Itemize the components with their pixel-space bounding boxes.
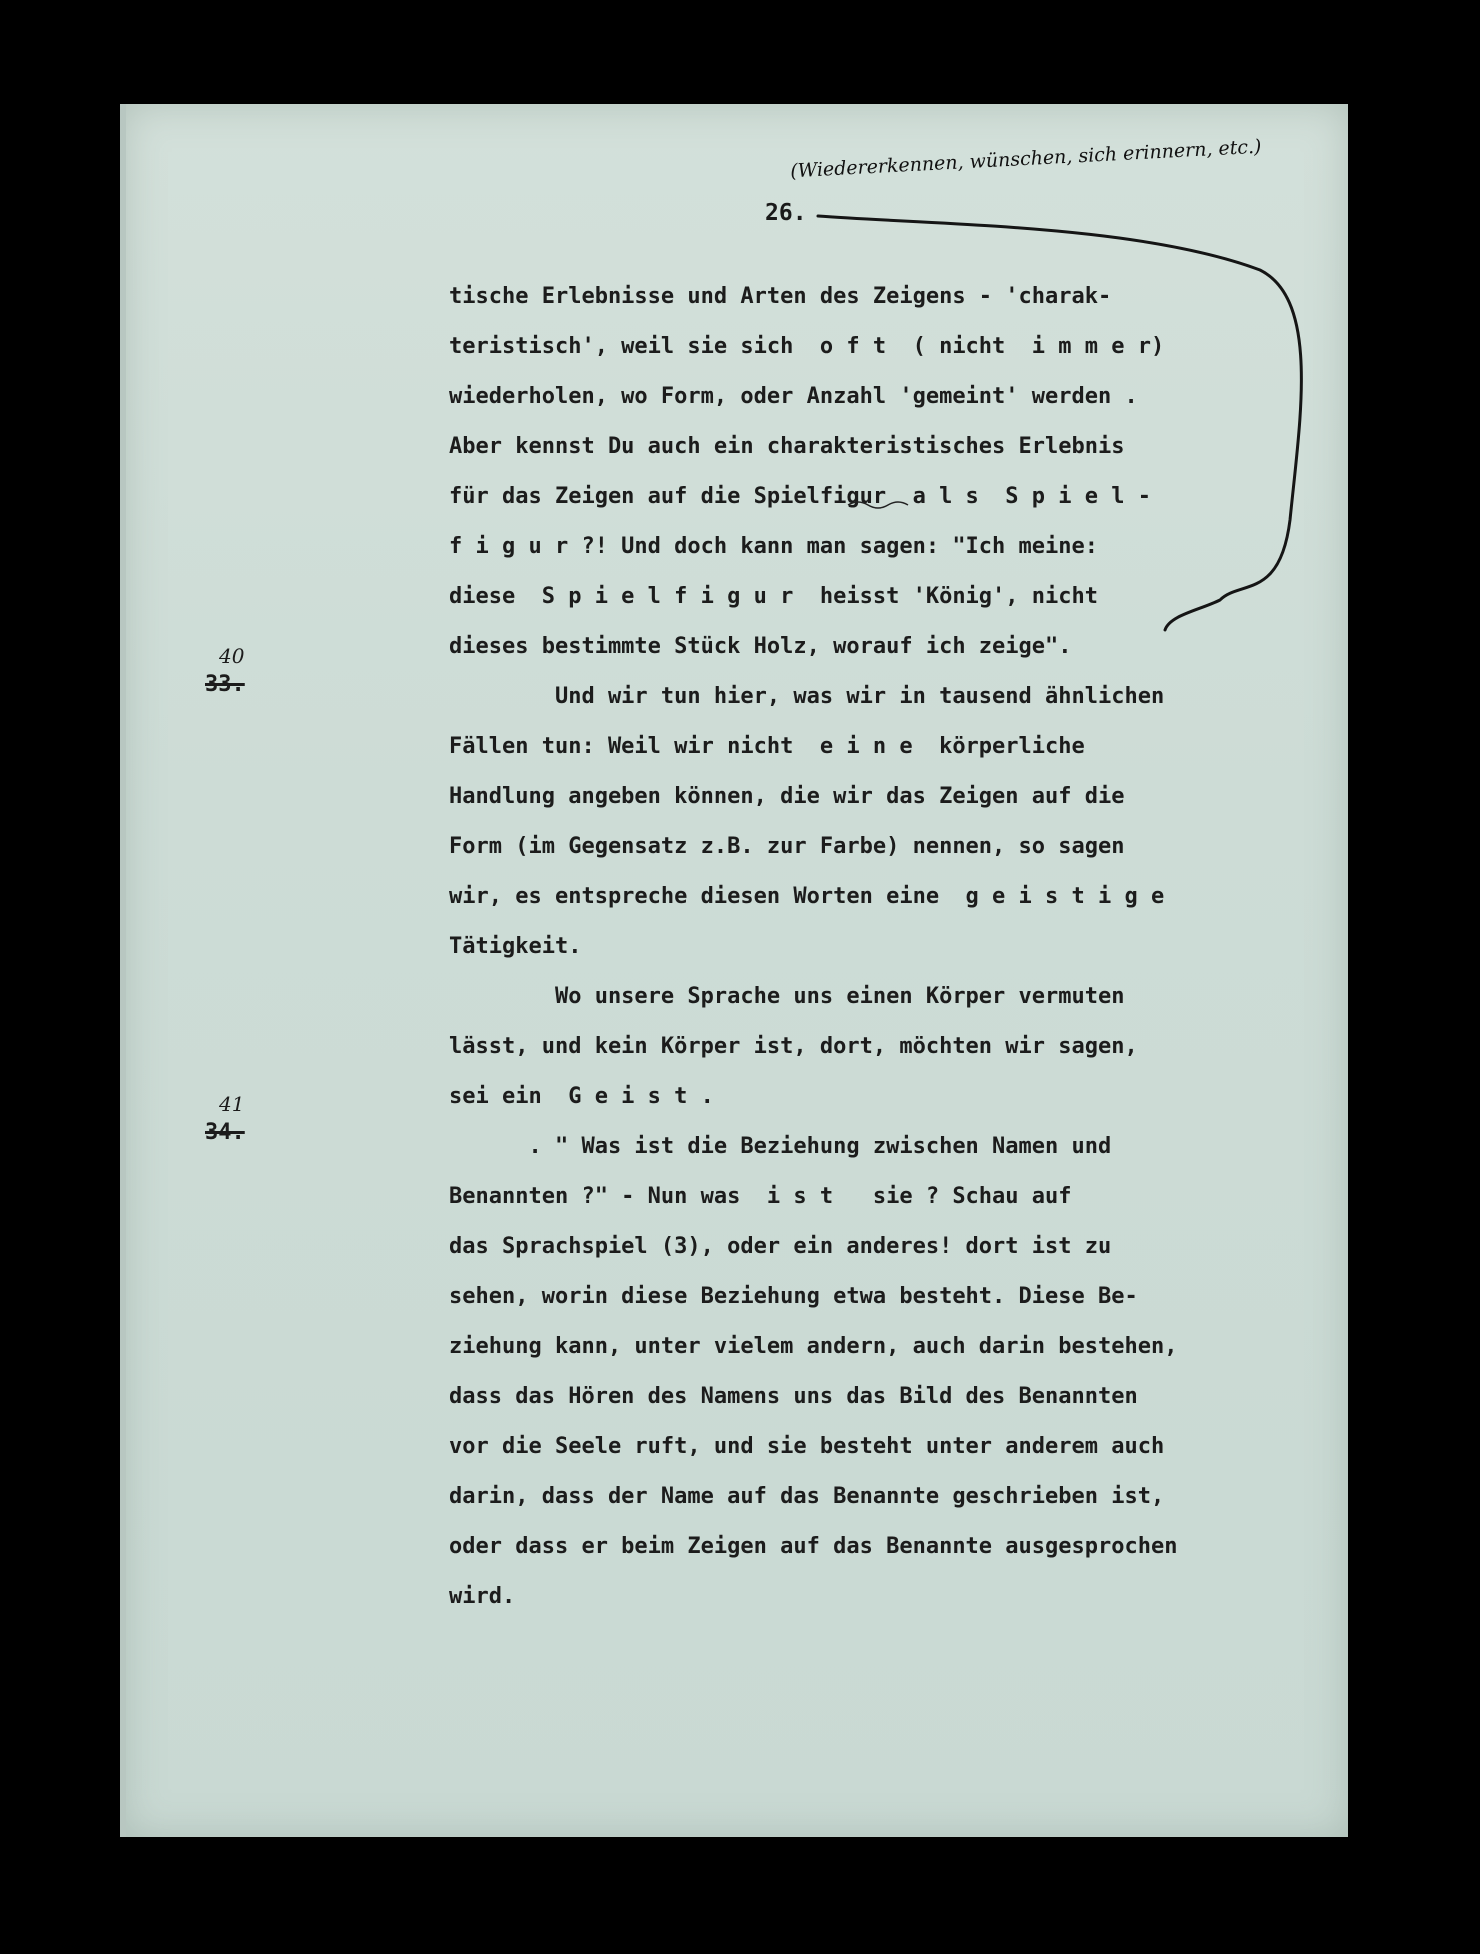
text-line: vor die Seele ruft, und sie besteht unter anderem auch: [449, 1434, 1165, 1459]
text-line: f i g u r ?! Und doch kann man sagen: "Ich meine:: [449, 534, 1099, 559]
text-line: sei ein G e i s t .: [449, 1084, 714, 1109]
text-line: teristisch', weil sie sich o f t ( nicht i m m e r): [449, 334, 1165, 359]
text-line: lässt, und kein Körper ist, dort, möchten wir sagen,: [449, 1034, 1138, 1059]
handwritten-paragraph-number: 40: [219, 644, 245, 668]
text-line: ziehung kann, unter vielem andern, auch darin bestehen,: [449, 1334, 1178, 1359]
text-line: das Sprachspiel (3), oder ein anderes! dort ist zu: [449, 1234, 1112, 1259]
paragraph-number-41: [205, 1092, 245, 1145]
text-line: Handlung angeben können, die wir das Zeigen auf die: [449, 784, 1125, 809]
text-line: dieses bestimmte Stück Holz, worauf ich zeige".: [449, 634, 1072, 659]
text-line: für das Zeigen auf die Spielfigur a l s S p i e l -: [449, 484, 1151, 509]
text-line: Form (im Gegensatz z.B. zur Farbe) nennen, so sagen: [449, 834, 1125, 859]
text-line: Wo unsere Sprache uns einen Körper vermuten: [449, 984, 1125, 1009]
text-line: wir, es entspreche diesen Worten eine g e i s t i g e: [449, 884, 1165, 909]
text-line: dass das Hören des Namens uns das Bild des Benannten: [449, 1384, 1138, 1409]
text-line: wiederholen, wo Form, oder Anzahl 'gemeint' werden .: [449, 384, 1138, 409]
page-number: 26.: [765, 200, 807, 226]
text-line: Aber kennst Du auch ein charakteristisches Erlebnis: [449, 434, 1125, 459]
text-line: wird.: [449, 1584, 516, 1609]
struck-typed-paragraph-number: 33.: [205, 672, 245, 697]
text-line: Tätigkeit.: [449, 934, 582, 959]
text-line: oder dass er beim Zeigen auf das Benannte ausgesprochen: [449, 1534, 1178, 1559]
text-line: Fällen tun: Weil wir nicht e i n e körperliche: [449, 734, 1085, 759]
struck-typed-paragraph-number: 34.: [205, 1120, 245, 1145]
text-line: tische Erlebnisse und Arten des Zeigens - 'charak-: [449, 284, 1112, 309]
handwritten-paragraph-number: 41: [219, 1092, 245, 1116]
handwritten-margin-note: (Wiedererkennen, wünschen, sich erinnern, etc.): [789, 135, 1262, 183]
text-line: sehen, worin diese Beziehung etwa besteht. Diese Be-: [449, 1284, 1138, 1309]
paragraph-number-40: [205, 644, 245, 697]
text-line: diese S p i e l f i g u r heisst 'König', nicht: [449, 584, 1099, 609]
text-line: . " Was ist die Beziehung zwischen Namen und: [449, 1134, 1112, 1159]
typed-text-body: [449, 272, 1177, 1622]
text-line: Und wir tun hier, was wir in tausend ähnlichen: [449, 684, 1165, 709]
text-line: Benannten ?" - Nun was i s t sie ? Schau auf: [449, 1184, 1072, 1209]
text-line: darin, dass der Name auf das Benannte geschrieben ist,: [449, 1484, 1165, 1509]
